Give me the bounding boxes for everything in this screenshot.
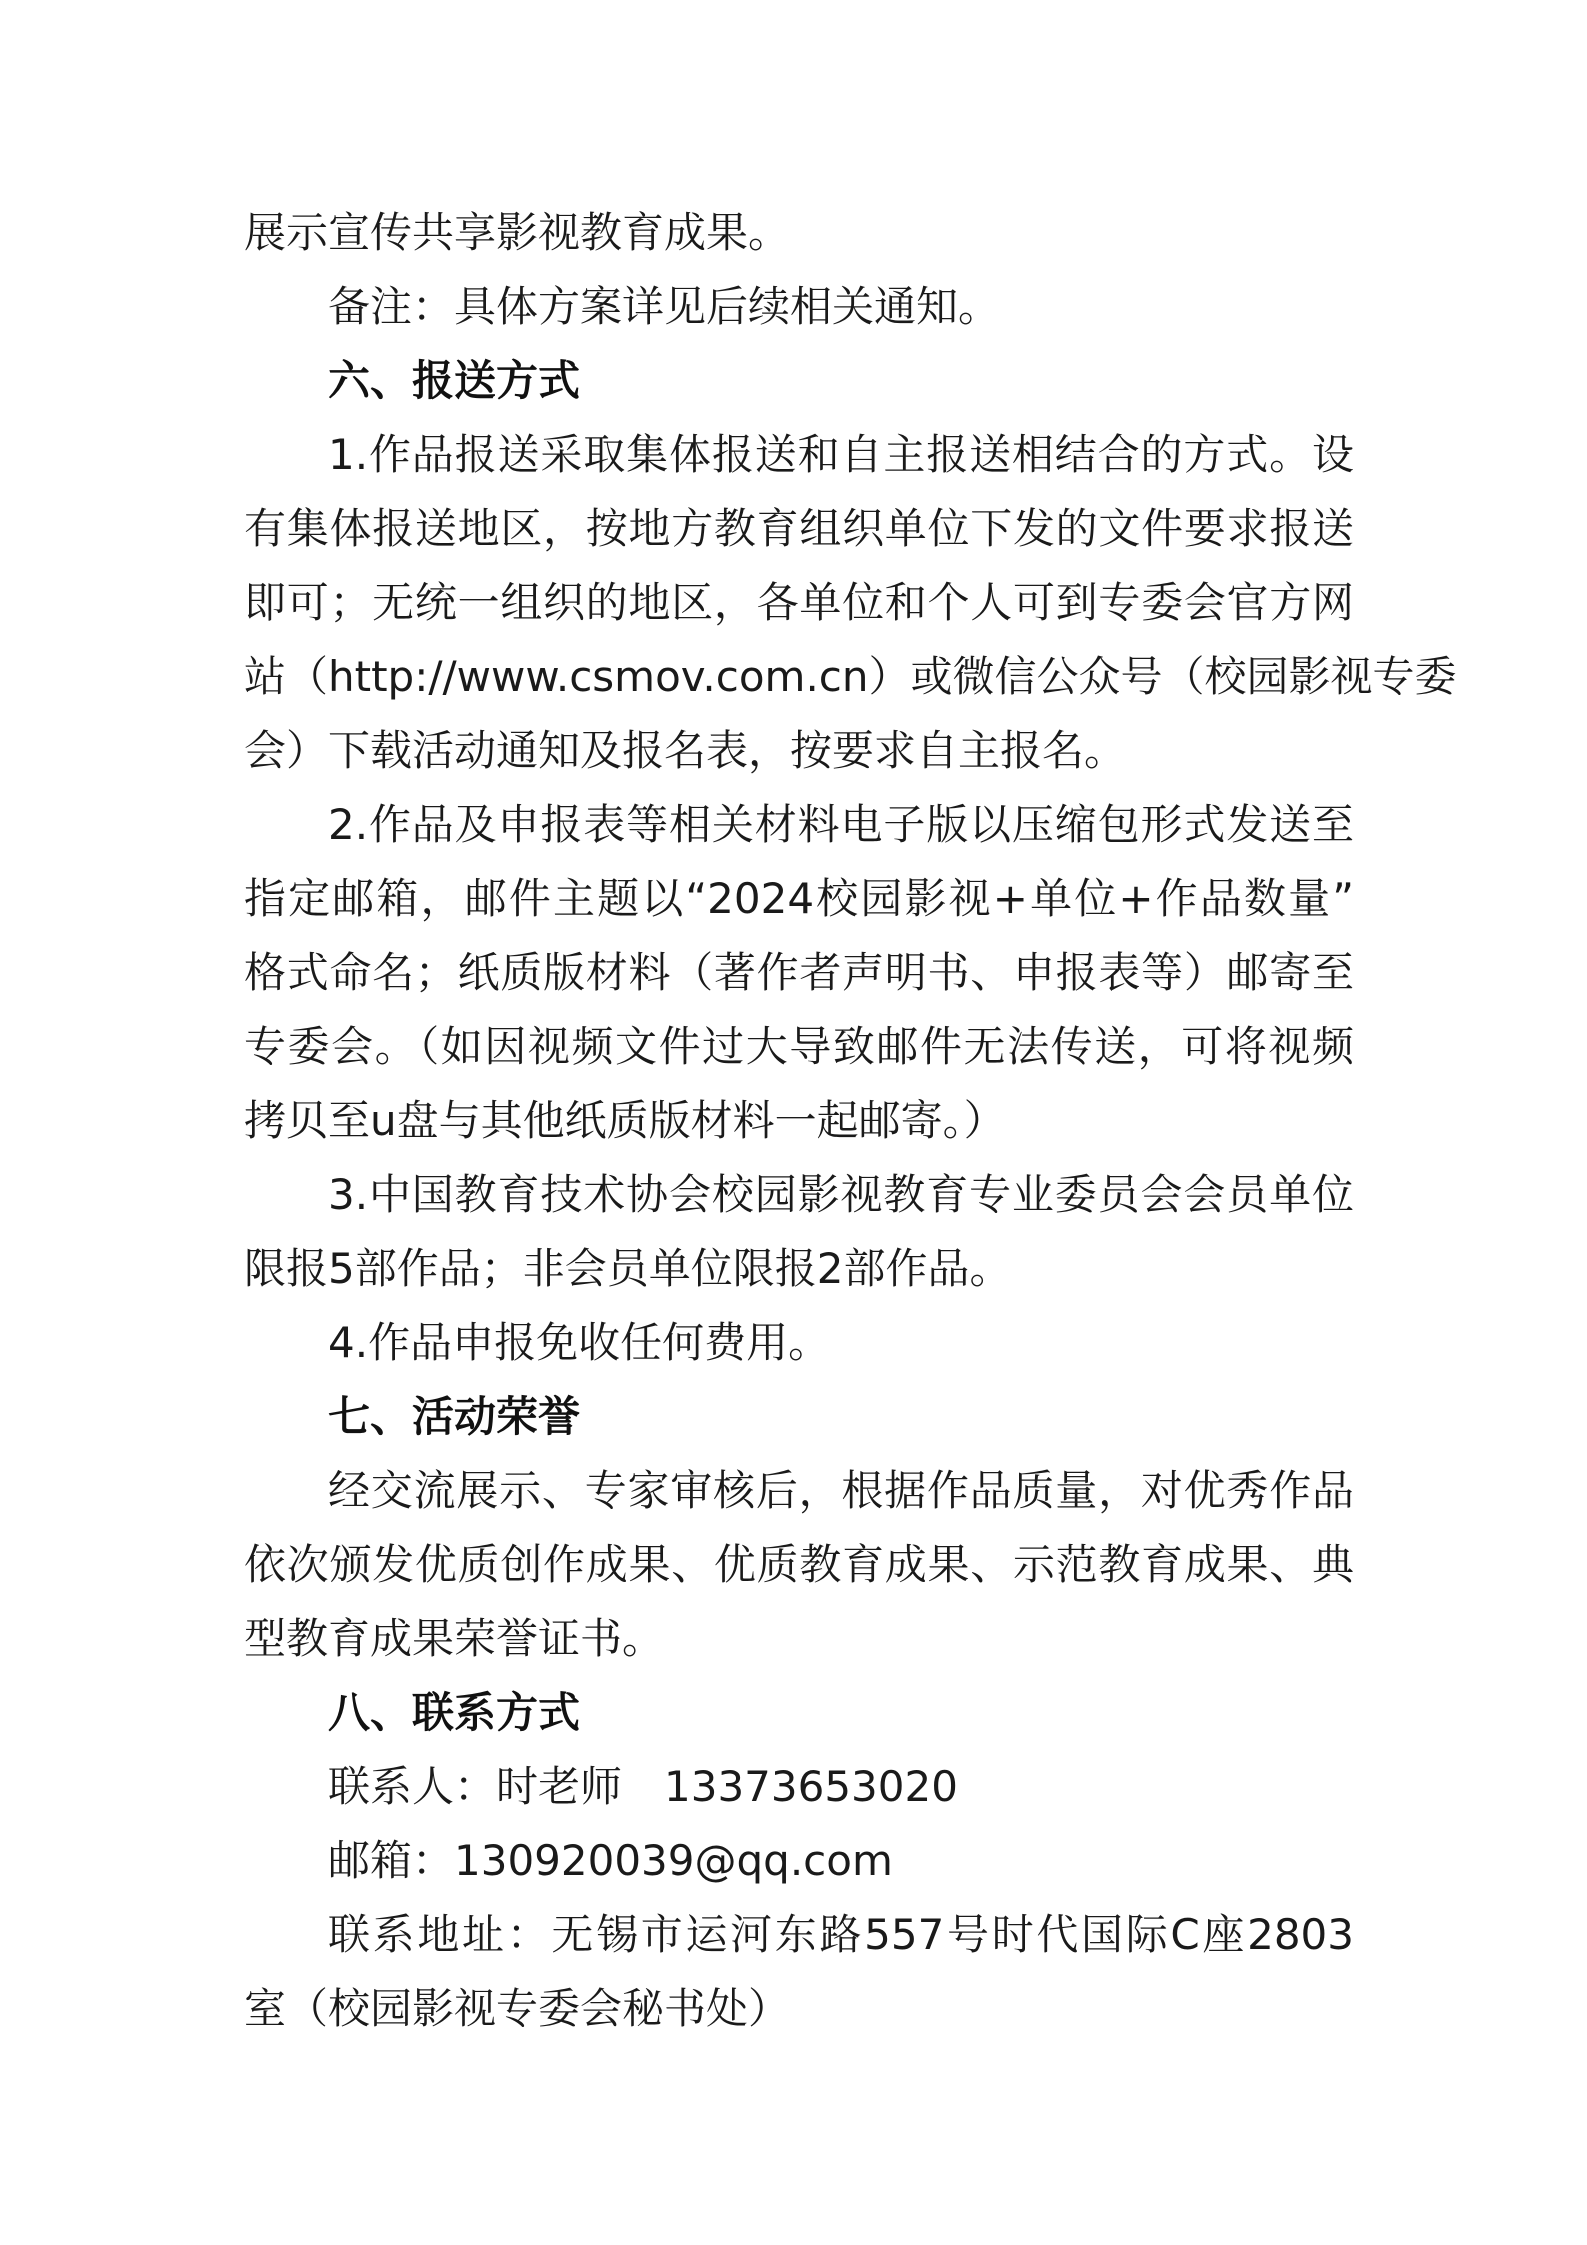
paragraph-line: 有集体报送地区，按地方教育组织单位下发的文件要求报送 <box>244 504 1354 553</box>
paragraph-line: 会）下载活动通知及报名表，按要求自主报名。 <box>244 726 1127 775</box>
contact-address-line: 室（校园影视专委会秘书处） <box>244 1984 791 2033</box>
paragraph-line: 专委会。（如因视频文件过大导致邮件无法传送，可将视频 <box>244 1022 1354 1071</box>
paragraph-line: 依次颁发优质创作成果、优质教育成果、示范教育成果、典 <box>244 1540 1354 1589</box>
paragraph-line: 2.作品及申报表等相关材料电子版以压缩包形式发送至 <box>328 800 1354 849</box>
section-heading-submission: 六、报送方式 <box>328 356 581 405</box>
paragraph-line: 站（http://www.csmov.com.cn）或微信公众号（校园影视专委 <box>244 652 1457 701</box>
contact-email-line: 邮箱：130920039@qq.com <box>328 1836 893 1885</box>
paragraph-line: 展示宣传共享影视教育成果。 <box>244 208 791 257</box>
paragraph-line: 型教育成果荣誉证书。 <box>244 1614 665 1663</box>
paragraph-line: 限报5部作品；非会员单位限报2部作品。 <box>244 1244 1012 1293</box>
paragraph-line: 即可；无统一组织的地区，各单位和个人可到专委会官方网 <box>244 578 1354 627</box>
section-heading-contact: 八、联系方式 <box>328 1688 581 1737</box>
paragraph-line: 拷贝至u盘与其他纸质版材料一起邮寄。） <box>244 1096 1006 1145</box>
paragraph-line: 3.中国教育技术协会校园影视教育专业委员会会员单位 <box>328 1170 1354 1219</box>
paragraph-line: 格式命名；纸质版材料（著作者声明书、申报表等）邮寄至 <box>244 948 1354 997</box>
contact-address-line: 联系地址：无锡市运河东路557号时代国际C座2803 <box>328 1910 1354 1959</box>
paragraph-line: 经交流展示、专家审核后，根据作品质量，对优秀作品 <box>328 1466 1354 1515</box>
paragraph-line: 1.作品报送采取集体报送和自主报送相结合的方式。设 <box>328 430 1354 479</box>
paragraph-line: 指定邮箱，邮件主题以“2024校园影视+单位+作品数量” <box>244 874 1354 923</box>
paragraph-line: 4.作品申报免收任何费用。 <box>328 1318 831 1367</box>
section-heading-honors: 七、活动荣誉 <box>328 1392 581 1441</box>
note-line: 备注：具体方案详见后续相关通知。 <box>328 282 1001 331</box>
contact-person-line: 联系人：时老师 13373653020 <box>328 1762 958 1811</box>
